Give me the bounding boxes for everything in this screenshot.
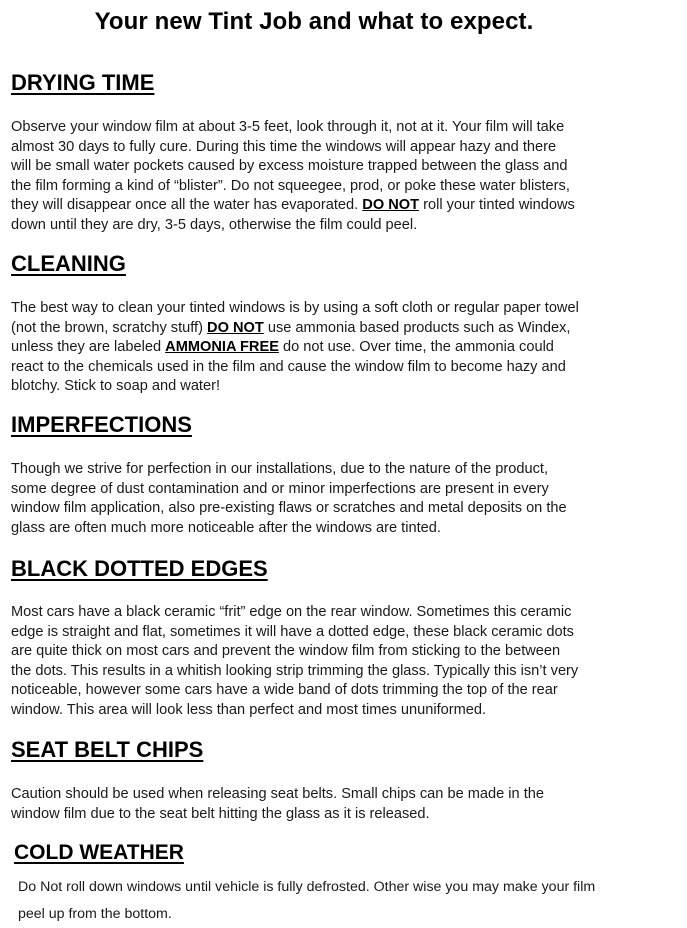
- emphasis-ammonia-free: AMMONIA FREE: [165, 339, 279, 355]
- paragraph-line: Caution should be used when releasing seat belts. Small chips can be made in the: [11, 786, 544, 802]
- paragraph-line: (not the brown, scratchy stuff) DO NOT use ammonia based products such as Windex,: [11, 319, 571, 336]
- paragraph-line: window. This area will look less than perfect and most times ununiformed.: [11, 701, 487, 718]
- paragraph-line: Observe your window film at about 3-5 feet, look through it, not at it. Your film will take: [11, 119, 565, 135]
- section-body-black-dotted-edges: [11, 603, 683, 720]
- paragraph-line: will be small water pockets caused by excess moisture trapped between the glass and: [11, 158, 568, 174]
- page-title: Your new Tint Job and what to expect.: [94, 8, 534, 35]
- section-heading-seat-belt-chips: SEAT BELT CHIPS: [11, 737, 204, 762]
- paragraph-line: some degree of dust contamination and or minor imperfections are present in every: [11, 480, 549, 497]
- section-body-drying-time: [11, 118, 683, 235]
- paragraph-line: almost 30 days to fully cure. During this time the windows will appear hazy and there: [11, 138, 557, 155]
- section-heading-drying-time: DRYING TIME: [11, 70, 155, 95]
- paragraph-line: glass are often much more noticeable after the windows are tinted.: [11, 519, 441, 536]
- paragraph-line: are quite thick on most cars and prevent the window film from sticking to the between: [11, 643, 561, 659]
- paragraph-line: window film application, also pre-existing flaws or scratches and metal deposits on the: [11, 500, 567, 516]
- section-heading-cold-weather: COLD WEATHER: [14, 841, 184, 864]
- section-body-imperfections: [11, 460, 683, 538]
- paragraph-line: peel up from the bottom.: [18, 906, 172, 922]
- paragraph-line: edge is straight and flat, sometimes it will have a dotted edge, these black ceramic dots: [11, 623, 574, 640]
- section-heading-black-dotted-edges: BLACK DOTTED EDGES: [11, 556, 268, 581]
- paragraph-line: the dots. This results in a whitish looking strip trimming the glass. Typically this isn’t very: [11, 662, 579, 679]
- section-body-cold-weather: [18, 874, 687, 928]
- paragraph-line: Most cars have a black ceramic “frit” edge on the rear window. Sometimes this ceramic: [11, 604, 572, 620]
- paragraph-line: unless they are labeled AMMONIA FREE do not use. Over time, the ammonia could: [11, 339, 554, 355]
- paragraph-line: window film due to the seat belt hitting the glass as it is released.: [11, 805, 430, 822]
- paragraph-line: Do Not roll down windows until vehicle is fully defrosted. Other wise you may make your film: [18, 879, 596, 895]
- section-heading-cleaning: CLEANING: [11, 251, 126, 276]
- paragraph-line: blotchy. Stick to soap and water!: [11, 378, 221, 394]
- paragraph-line: react to the chemicals used in the film and cause the window film to become hazy and: [11, 358, 566, 375]
- emphasis-do-not: DO NOT: [207, 319, 264, 336]
- paragraph-line: The best way to clean your tinted windows is by using a soft cloth or regular paper towel: [11, 300, 579, 316]
- paragraph-line: the film forming a kind of “blister”. Do not squeegee, prod, or poke these water blisters,: [11, 177, 570, 194]
- section-body-cleaning: [11, 299, 683, 397]
- paragraph-line: noticeable, however some cars have a wide band of dots trimming the top of the rear: [11, 682, 558, 698]
- emphasis-do-not: DO NOT: [362, 197, 420, 213]
- section-body-seat-belt-chips: [11, 785, 683, 824]
- paragraph-line: they will disappear once all the water has evaporated. DO NOT roll your tinted windows: [11, 197, 575, 213]
- paragraph-line: down until they are dry, 3-5 days, otherwise the film could peel.: [11, 216, 418, 233]
- paragraph-line: Though we strive for perfection in our installations, due to the nature of the product,: [11, 461, 549, 477]
- section-heading-imperfections: IMPERFECTIONS: [11, 412, 192, 437]
